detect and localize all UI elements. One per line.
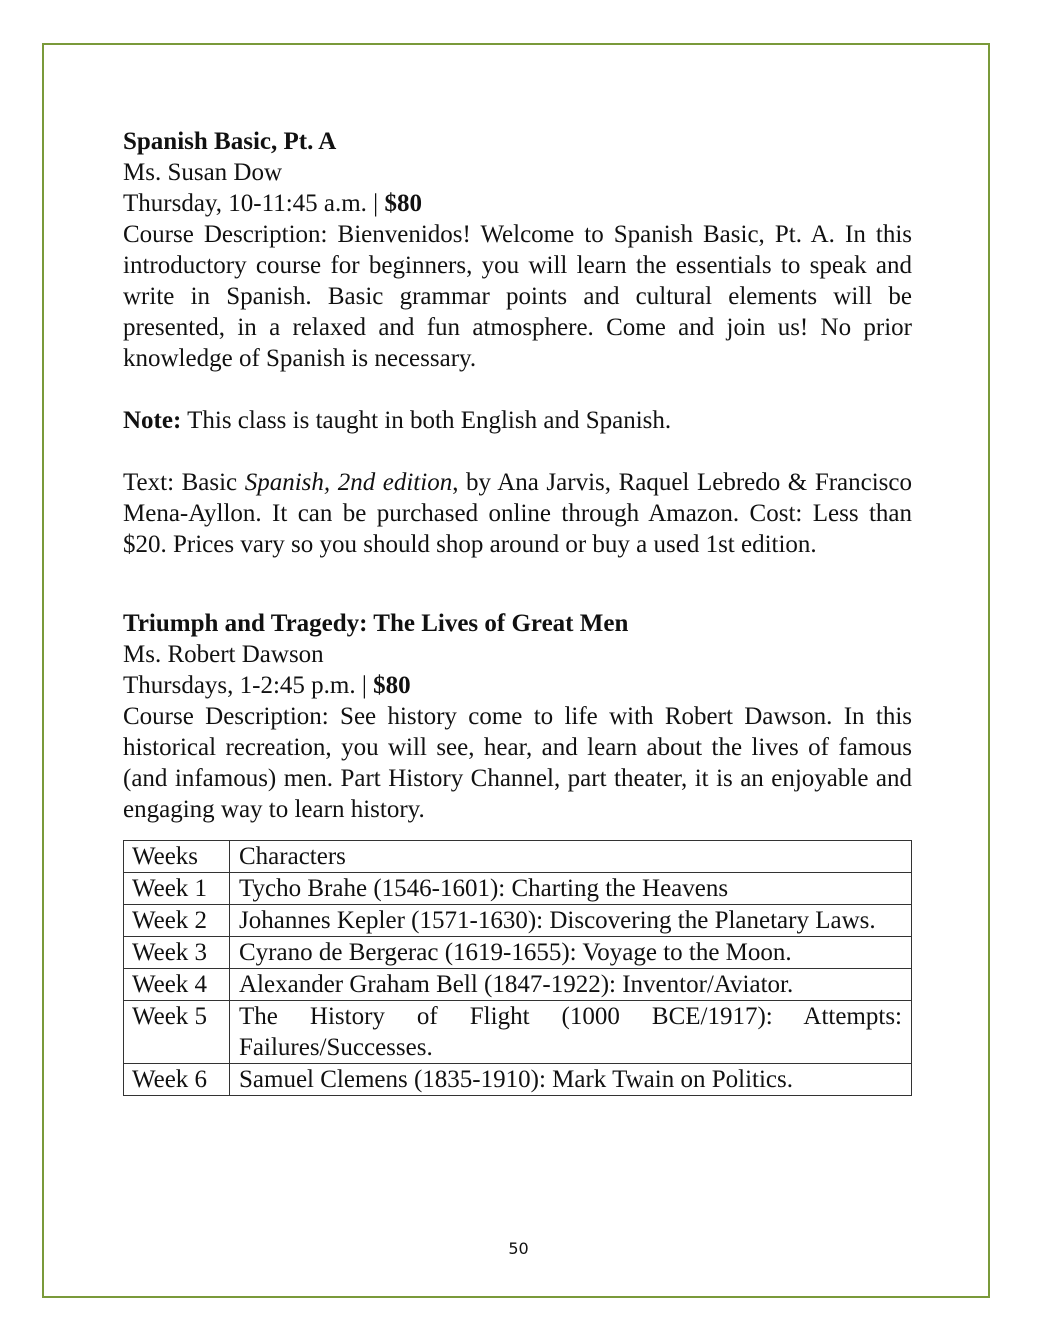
- schedule-text: Thursday, 10-11:45 a.m. |: [123, 190, 385, 217]
- course-textbook: [123, 467, 912, 560]
- table-row: [124, 905, 912, 937]
- table-header-row: [124, 841, 912, 873]
- course-triumph-tragedy: [123, 608, 912, 1096]
- character-cell: Samuel Clemens (1835-1910): Mark Twain on Politics.: [230, 1064, 912, 1096]
- page-content: [123, 126, 912, 1096]
- course-description: Course Description: Bienvenidos! Welcome to Spanish Basic, Pt. A. In this introductory course for beginners, you will learn the essentials to speak and write in Spanish. Basic grammar points and cultural elements will be presented, in a relaxed and fun atmosphere. Come and join us! No prior knowledge of Spanish is necessary.: [123, 221, 912, 372]
- week-cell: Week 2: [124, 905, 230, 937]
- course-title: Triumph and Tragedy: The Lives of Great Men: [123, 610, 629, 637]
- course-note: [123, 405, 912, 436]
- schedule-text: Thursdays, 1-2:45 p.m. |: [123, 672, 374, 699]
- table-header-weeks: Weeks: [124, 841, 230, 873]
- character-cell: Tycho Brahe (1546-1601): Charting the Heavens: [230, 873, 912, 905]
- course-schedule: [123, 670, 912, 701]
- weekly-schedule-table: [123, 840, 912, 1096]
- course-title: Spanish Basic, Pt. A: [123, 128, 337, 155]
- character-cell: Johannes Kepler (1571-1630): Discovering the Planetary Laws.: [230, 905, 912, 937]
- page-number: 50: [508, 1239, 529, 1258]
- character-cell: The History of Flight (1000 BCE/1917): Attempts: Failures/Successes.: [230, 1001, 912, 1064]
- course-description: Course Description: See history come to life with Robert Dawson. In this historical recreation, you will see, hear, and learn about the lives of famous (and infamous) men. Part History Channel, part theater, it is an enjoyable and engaging way to learn history.: [123, 703, 912, 823]
- week-cell: Week 6: [124, 1064, 230, 1096]
- textbook-title: Spanish, 2nd edition: [244, 469, 453, 496]
- text-prefix: Text: Basic: [123, 469, 245, 496]
- table-row: [124, 873, 912, 905]
- text-rest: , by Ana Jarvis, Raquel Lebredo & Francisco Mena-Ayllon. It can be purchased online through Amazon. Cost: Less than $20. Prices vary so you should shop around or buy a used 1st edition.: [123, 469, 913, 558]
- character-cell: Alexander Graham Bell (1847-1922): Inventor/Aviator.: [230, 969, 912, 1001]
- course-instructor: Ms. Susan Dow: [123, 159, 283, 186]
- course-spanish-basic: [123, 126, 912, 560]
- character-cell: Cyrano de Bergerac (1619-1655): Voyage to the Moon.: [230, 937, 912, 969]
- course-price: $80: [384, 190, 422, 217]
- table-row: [124, 1001, 912, 1064]
- course-price: $80: [373, 672, 411, 699]
- table-row: [124, 969, 912, 1001]
- week-cell: Week 3: [124, 937, 230, 969]
- table-row: [124, 1064, 912, 1096]
- week-cell: Week 5: [124, 1001, 230, 1064]
- course-schedule: [123, 188, 912, 219]
- table-header-characters: Characters: [230, 841, 912, 873]
- week-cell: Week 4: [124, 969, 230, 1001]
- note-text: This class is taught in both English and Spanish.: [181, 407, 672, 434]
- note-label: Note:: [123, 407, 182, 434]
- course-instructor: Ms. Robert Dawson: [123, 641, 324, 668]
- table-row: [124, 937, 912, 969]
- week-cell: Week 1: [124, 873, 230, 905]
